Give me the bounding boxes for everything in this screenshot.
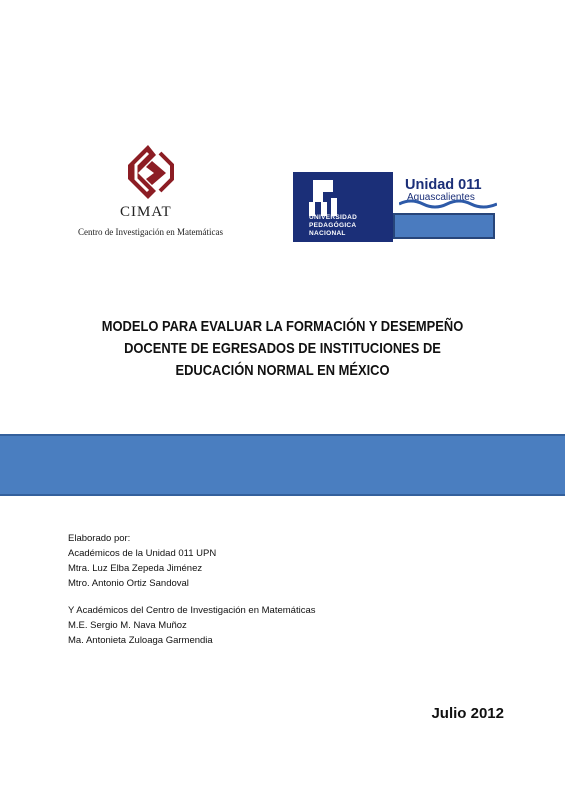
publication-date: Julio 2012 [431,705,504,722]
wave-icon [399,198,497,210]
title-line: MODELO PARA EVALUAR LA FORMACIÓN Y DESEMPEÑO [101,318,464,335]
title-line: DOCENTE DE EGRESADOS DE INSTITUCIONES DE [124,340,441,357]
upn-line: NACIONAL [309,230,346,237]
credits-line: Mtro. Antonio Ortiz Sandoval [68,578,189,589]
credits-line: M.E. Sergio M. Nava Muñoz [68,620,187,631]
credits-line: Elaborado por: [68,533,131,544]
cimat-name: CIMAT [120,204,172,220]
upn-logo-text [309,214,357,238]
credits-line: Ma. Antonieta Zuloaga Garmendia [68,635,213,646]
cimat-logo [78,140,228,240]
credits-spacer [68,591,316,603]
unidad-title: Unidad 011 [405,177,482,193]
unidad-logo [393,172,499,242]
cimat-subtitle: Centro de Investigación en Matemáticas [78,227,223,237]
document-title [91,316,474,382]
credits [68,531,316,648]
credits-line: Académicos de la Unidad 011 UPN [68,548,217,559]
cimat-logo-icon [122,143,174,201]
unidad-color-bar [393,213,495,239]
upn-line: PEDAGÓGICA [309,222,357,229]
credits-line: Y Académicos del Centro de Investigación en Matemáticas [68,605,316,616]
unidad-subtitle: Aguascalientes [407,192,475,203]
credits-line: Mtra. Luz Elba Zepeda Jiménez [68,563,203,574]
upn-line: UNIVERSIDAD [309,214,358,221]
decorative-band [0,434,565,496]
title-line: EDUCACIÓN NORMAL EN MÉXICO [175,362,390,379]
upn-logo [293,172,393,242]
